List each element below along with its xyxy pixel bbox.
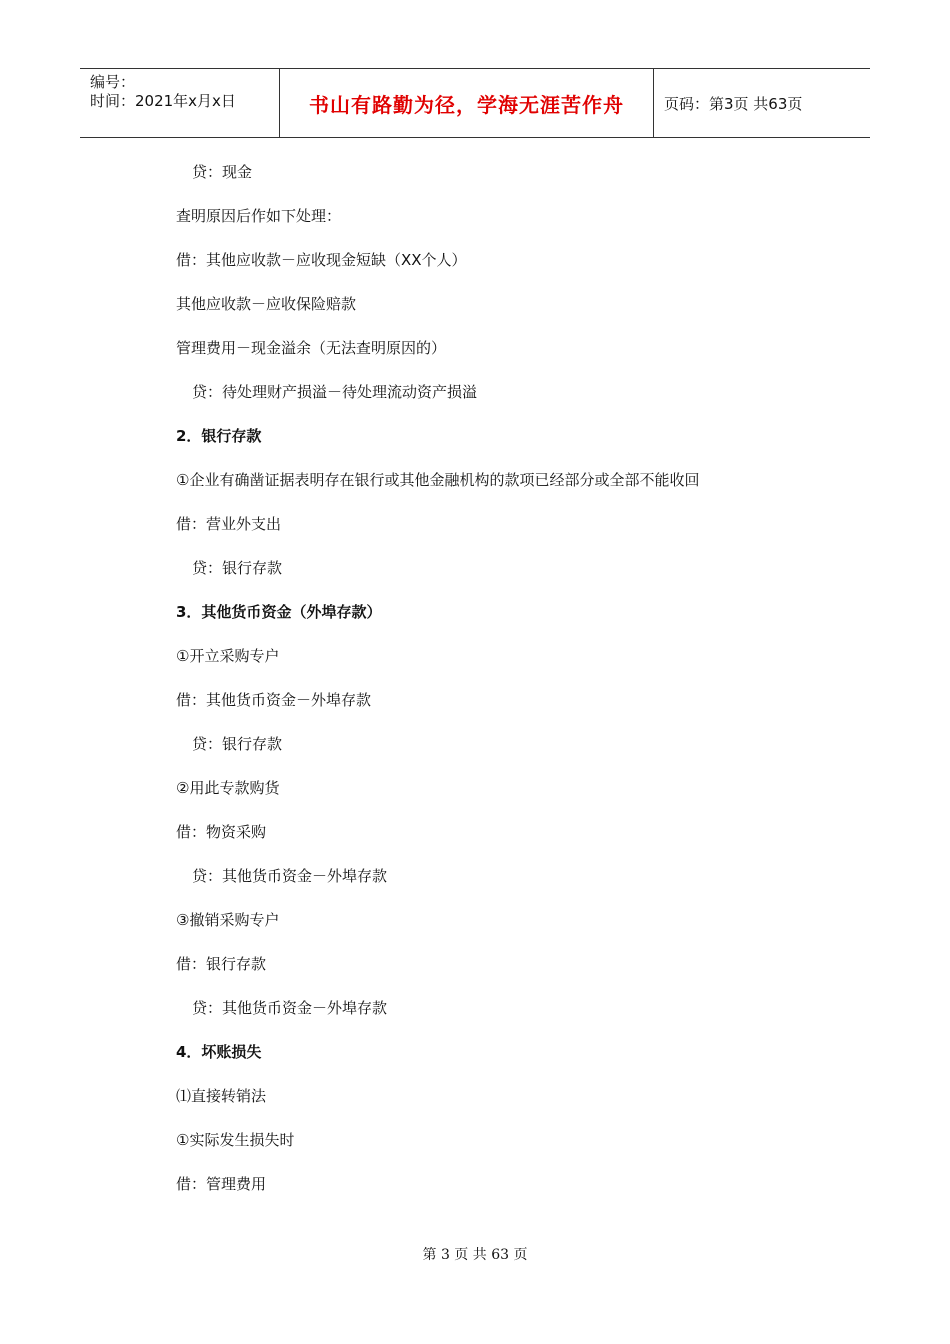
body-line: 贷：现金	[192, 163, 253, 181]
body-line: 贷：其他货币资金－外埠存款	[192, 867, 388, 885]
page-header	[80, 68, 870, 138]
body-line: 借：其他货币资金－外埠存款	[176, 691, 372, 709]
body-line: ①企业有确凿证据表明存在银行或其他金融机构的款项已经部分或全部不能收回	[176, 471, 700, 489]
body-line: 借：其他应收款－应收现金短缺（XX个人）	[176, 251, 467, 269]
header-meta	[80, 69, 280, 137]
body-line: 借：管理费用	[176, 1175, 267, 1193]
body-line: ①开立采购专户	[176, 647, 280, 665]
section-heading: 2．银行存款	[176, 427, 262, 445]
document-time-label: 时间：2021年x月x日	[90, 92, 236, 110]
header-motto: 书山有路勤为径，学海无涯苦作舟	[280, 69, 654, 137]
body-line: 查明原因后作如下处理：	[176, 207, 342, 225]
document-body	[176, 150, 876, 1206]
body-line: 管理费用－现金溢余（无法查明原因的）	[176, 339, 447, 357]
body-line: 其他应收款－应收保险赔款	[176, 295, 357, 313]
body-line: ⑴直接转销法	[176, 1087, 267, 1105]
page-footer: 第 3 页 共 63 页	[422, 1247, 528, 1263]
body-line: 贷：银行存款	[192, 735, 283, 753]
section-heading: 4．坏账损失	[176, 1043, 262, 1061]
body-line: ①实际发生损失时	[176, 1131, 295, 1149]
body-line: 贷：其他货币资金－外埠存款	[192, 999, 388, 1017]
body-line: 借：银行存款	[176, 955, 267, 973]
document-number-label: 编号：	[90, 73, 136, 91]
body-line: ③撤销采购专户	[176, 911, 280, 929]
section-heading: 3．其他货币资金（外埠存款）	[176, 603, 382, 621]
body-line: 贷：待处理财产损溢－待处理流动资产损溢	[192, 383, 478, 401]
body-line: ②用此专款购货	[176, 779, 280, 797]
body-line: 贷：银行存款	[192, 559, 283, 577]
header-page-info: 页码：第3页 共63页	[664, 94, 803, 113]
body-line: 借：营业外支出	[176, 515, 282, 533]
body-line: 借：物资采购	[176, 823, 267, 841]
